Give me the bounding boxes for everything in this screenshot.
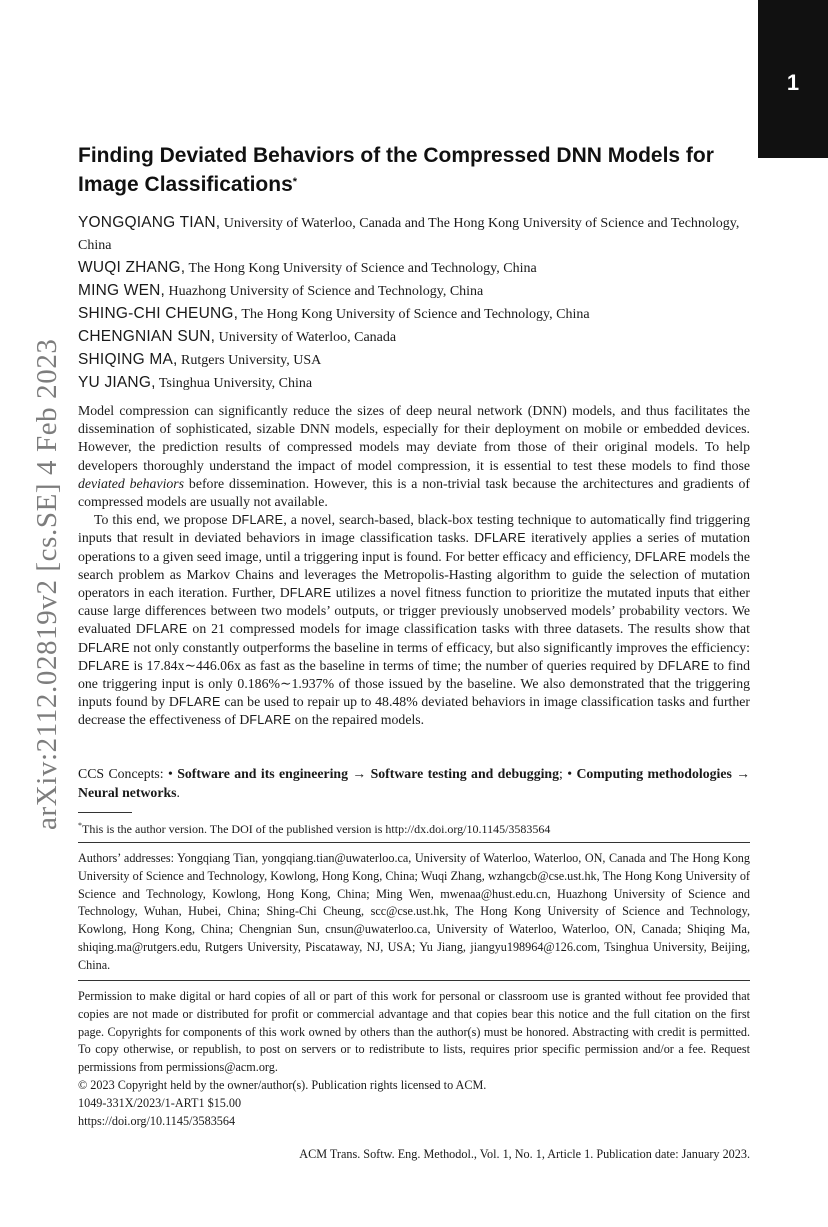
author-entry	[78, 257, 750, 280]
ccs-concept: Software testing and debugging	[370, 766, 560, 781]
page-number: 1	[786, 70, 800, 95]
author-affiliation: Rutgers University, USA	[181, 353, 322, 368]
doi-line: https://doi.org/10.1145/3583564	[78, 1113, 236, 1128]
author-affiliation: The Hong Kong University of Science and Technology, China	[241, 307, 590, 322]
abstract-text: on the repaired models.	[291, 712, 425, 728]
permission-notice	[78, 988, 750, 1130]
tool-name: DFLARE	[78, 639, 130, 655]
title-footnote-mark: *	[292, 176, 298, 188]
tool-name: DFLARE	[135, 621, 188, 637]
abstract-text: models the search problem as Markov Chains and leverages the Metropolis-Hasting algorithm to guide the selection of mutation operators in each iteration. Further,	[78, 548, 751, 601]
abstract-paragraph-1	[78, 402, 750, 511]
tool-name: DFLARE	[231, 512, 284, 528]
ccs-concept: Software and its engineering	[177, 766, 349, 781]
abstract-text: , a novel, search-based, black-box testing technique to automatically find triggering inputs that result in deviated behaviors in image classification tasks.	[78, 512, 750, 546]
arxiv-identifier: arXiv:2112.02819v2 [cs.SE] 4 Feb 2023	[31, 338, 63, 830]
author-name: WUQI ZHANG,	[78, 259, 186, 276]
tool-name: DFLARE	[634, 548, 687, 564]
author-entry	[78, 280, 750, 303]
abstract-text: is 17.84x∼446.06x as fast as the baseline in terms of time; the number of queries required by	[129, 657, 658, 673]
footnote	[78, 818, 750, 837]
author-affiliation: The Hong Kong University of Science and Technology, China	[188, 261, 537, 276]
abstract-text: can be used to repair up to 48.48% deviated behaviors in image classification tasks and further decrease the effectiveness of	[78, 694, 750, 728]
abstract-text: utilizes a novel fitness function to prioritize the mutated inputs that either cause large differences between two models’ outputs, or trigger previously unobserved models’ probability vectors. We evaluated	[78, 585, 751, 637]
author-affiliation: Huazhong University of Science and Technology, China	[168, 284, 484, 299]
ccs-end: .	[176, 785, 180, 800]
abstract-text: on 21 compressed models for image classification tasks with three datasets. The results show that	[187, 621, 750, 637]
issn-line: 1049-331X/2023/1-ART1 $15.00	[78, 1095, 242, 1110]
tool-name: DFLARE	[474, 530, 526, 546]
author-entry	[78, 212, 750, 257]
abstract-text: iteratively applies a series of mutation operations to a given seed image, until a triggering input is found. For better efficacy and efficiency,	[78, 530, 750, 564]
author-entry	[78, 303, 750, 326]
author-affiliation: Tsinghua University, China	[158, 376, 313, 391]
tool-name: DFLARE	[279, 585, 332, 601]
author-name: YONGQIANG TIAN,	[78, 214, 221, 231]
abstract-text: Model compression can significantly reduce the sizes of deep neural network (DNN) models, and thus facilitates the dissemination of sophisticated, sizable DNN models, especially for their deployment on mobile or embedded devices. However, the prediction results of compressed models may deviate from those of their original models. To help developers thoroughly understand the impact of model compression, it is essential to test these models to find those	[78, 403, 750, 473]
tool-name: DFLARE	[78, 657, 130, 673]
permission-text: Permission to make digital or hard copies of all or part of this work for personal or classroom use is granted without fee provided that copies are not made or distributed for profit or commercial advantage and that copies bear this notice and the full citation on the first page. Copyrights for components of this work owned by others than the author(s) must be honored. Abstracting with credit is permitted. To copy otherwise, or republish, to post on servers or to redistribute to lists, requires prior specific permission and/or a fee. Request permissions from permissions@acm.org.	[78, 989, 750, 1075]
author-name: YU JIANG,	[78, 374, 156, 391]
ccs-arrow: →	[731, 766, 751, 781]
author-name: MING WEN,	[78, 282, 166, 299]
permission-divider	[78, 980, 750, 981]
ccs-concepts	[78, 764, 750, 802]
tool-name: DFLARE	[239, 712, 292, 728]
abstract	[78, 402, 750, 730]
author-entry	[78, 372, 750, 395]
ccs-separator: ; •	[559, 766, 577, 781]
author-name: SHING-CHI CHEUNG,	[78, 305, 239, 322]
abstract-emphasis: deviated behaviors	[78, 475, 185, 491]
abstract-text: not only constantly outperforms the baseline in terms of efficacy, but also significantly improves the efficiency:	[129, 639, 750, 655]
author-addresses: Authors’ addresses: Yongqiang Tian, yongqiang.tian@uwaterloo.ca, University of Waterloo, Waterloo, ON, Canada and The Hong Kong University of Science and Technology, Kowlong, Hong Kong, China; Wuqi Zhang, wzhangcb@cse.ust.hk, The Hong Kong University of Science and Technology, Kowlong, Hong Kong, China; Ming Wen, mwenaa@hust.edu.cn, Huazhong University of Science and Technology, Wuhan, Hubei, China; Shing-Chi Cheung, scc@cse.ust.hk, The Hong Kong University of Science and Technology, Kowlong, Hong Kong, China; Chengnian Sun, cnsun@uwaterloo.ca, University of Waterloo, Waterloo, ON, Canada; Shiqing Ma, shiqing.ma@rutgers.edu, Rutgers University, Piscataway, NJ, USA; Yu Jiang, jiangyu198964@126.com, Tsinghua University, Beijing, China.	[78, 851, 750, 972]
author-name: SHIQING MA,	[78, 351, 178, 368]
paper-title-text: Finding Deviated Behaviors of the Compressed DNN Models for Image Classifications	[78, 144, 714, 196]
tool-name: DFLARE	[168, 694, 221, 710]
author-list	[78, 212, 750, 395]
footnote-rule	[78, 812, 132, 813]
abstract-text: before dissemination. However, this is a non-trivial task because the architectures and gradients of compressed models are usually not available.	[78, 475, 750, 510]
author-affiliation: University of Waterloo, Canada	[218, 330, 397, 345]
addresses-divider	[78, 842, 750, 843]
page-number-tab	[758, 0, 828, 158]
footnote-text: This is the author version. The DOI of the published version is http://dx.doi.org/10.1145/3583564	[82, 822, 551, 836]
abstract-text: to find one triggering input is only 0.186%∼1.937% of those issued by the baseline. We also demonstrated that the triggering inputs found by	[78, 657, 750, 710]
journal-footer: ACM Trans. Softw. Eng. Methodol., Vol. 1, No. 1, Article 1. Publication date: January 2023.	[299, 1147, 750, 1161]
tool-name: DFLARE	[657, 657, 710, 673]
author-entry	[78, 349, 750, 372]
ccs-label: CCS Concepts: •	[78, 766, 178, 781]
abstract-text: To this end, we propose	[94, 512, 232, 528]
ccs-concept: Computing methodologies	[576, 766, 732, 781]
paper-title	[78, 141, 758, 199]
ccs-arrow: →	[348, 766, 371, 781]
author-name: CHENGNIAN SUN,	[78, 328, 216, 345]
author-affiliation: University of Waterloo, Canada and The Hong Kong University of Science and Technology, China	[78, 216, 740, 253]
author-entry	[78, 326, 750, 349]
ccs-concept: Neural networks	[78, 785, 177, 800]
abstract-paragraph-2	[78, 511, 750, 729]
footnote-mark: *	[78, 821, 82, 830]
copyright-line: © 2023 Copyright held by the owner/author(s). Publication rights licensed to ACM.	[78, 1077, 487, 1092]
